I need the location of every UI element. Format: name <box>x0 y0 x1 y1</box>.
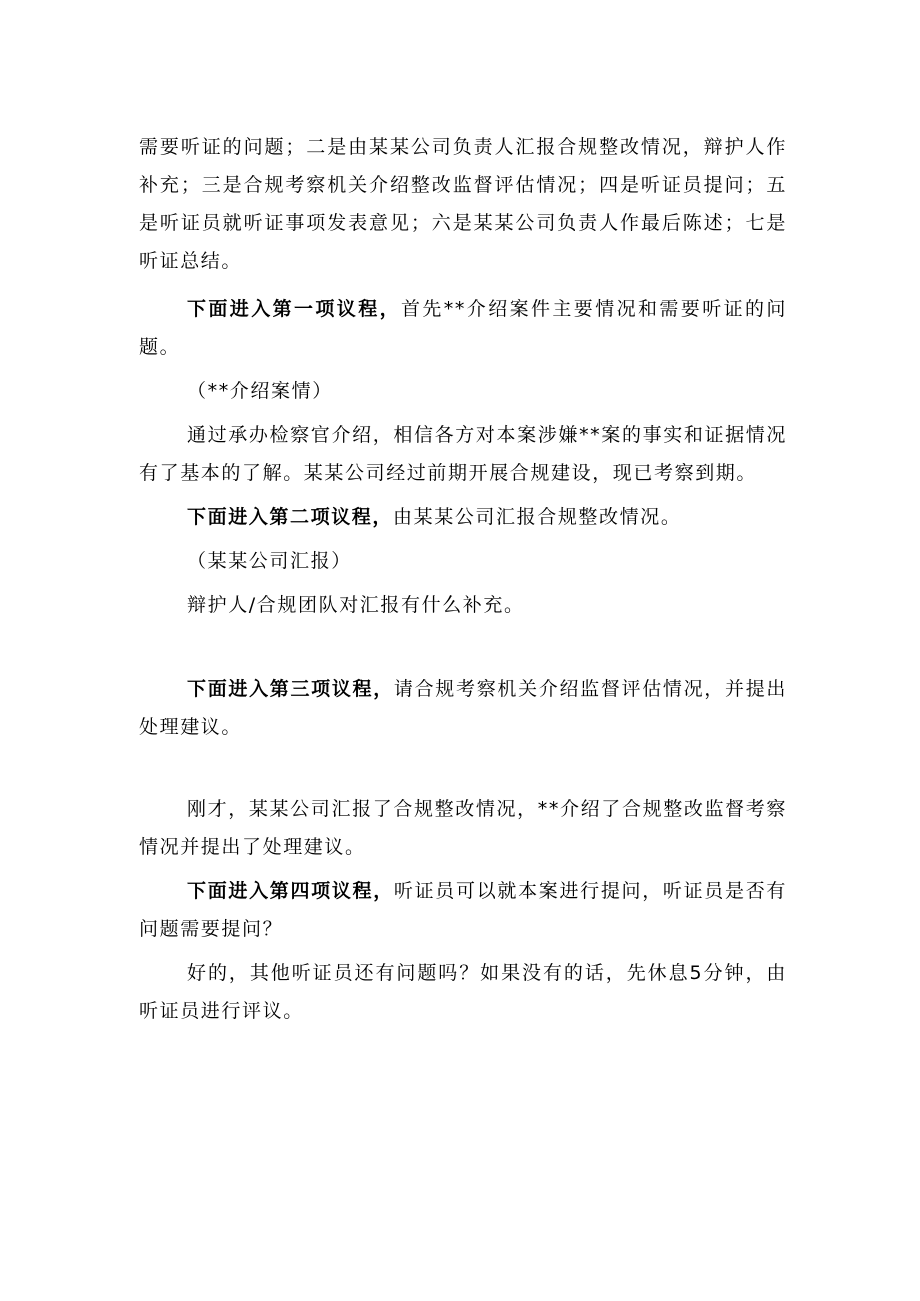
agenda-item-2-text: 由某某公司汇报合规整改情况。 <box>393 506 682 528</box>
agenda-item-2-paragraph <box>139 498 787 536</box>
document-body <box>139 128 787 1030</box>
agenda-item-1-paragraph <box>139 290 787 366</box>
break-announcement-text: 好的，其他听证员还有问题吗？如果没有的话，先休息5分钟，由听证员进行评议。 <box>139 962 787 1022</box>
defense-supplement-paragraph <box>139 586 787 624</box>
agenda-item-3-paragraph <box>139 670 787 746</box>
agenda-item-4-heading: 下面进入第四项议程， <box>187 880 394 902</box>
agenda-overview-paragraph <box>139 128 787 280</box>
case-introduction-note <box>139 372 787 410</box>
break-announcement-paragraph <box>139 954 787 1030</box>
agenda-item-2-heading: 下面进入第二项议程， <box>187 506 394 528</box>
company-report-note-text: （某某公司汇报） <box>187 550 352 572</box>
case-introduction-note-text: （**介绍案情） <box>187 380 333 402</box>
agenda-item-3-text: 请合规考察机关介绍监督评估情况，并提出处理建议。 <box>139 678 787 738</box>
review-summary-paragraph <box>139 790 787 866</box>
agenda-item-4-paragraph <box>139 872 787 948</box>
case-summary-paragraph <box>139 416 787 492</box>
agenda-item-4-text: 听证员可以就本案进行提问，听证员是否有问题需要提问？ <box>139 880 787 940</box>
case-summary-text: 通过承办检察官介绍，相信各方对本案涉嫌**案的事实和证据情况有了基本的了解。某某公司经过前期开展合规建设，现已考察到期。 <box>139 424 787 484</box>
agenda-item-3-heading: 下面进入第三项议程， <box>187 678 394 700</box>
defense-supplement-text: 辩护人/合规团队对汇报有什么补充。 <box>187 594 525 616</box>
review-summary-text: 刚才，某某公司汇报了合规整改情况，**介绍了合规整改监督考察情况并提出了处理建议。 <box>139 798 787 858</box>
agenda-item-1-text: 首先**介绍案件主要情况和需要听证的问题。 <box>139 298 787 358</box>
agenda-overview-text: 需要听证的问题；二是由某某公司负责人汇报合规整改情况，辩护人作补充；三是合规考察机关介绍整改监督评估情况；四是听证员提问；五是听证员就听证事项发表意见；六是某某公司负责人作最后陈述；七是听证总结。 <box>139 136 787 272</box>
agenda-item-1-heading: 下面进入第一项议程， <box>187 298 401 320</box>
company-report-note <box>139 542 787 580</box>
